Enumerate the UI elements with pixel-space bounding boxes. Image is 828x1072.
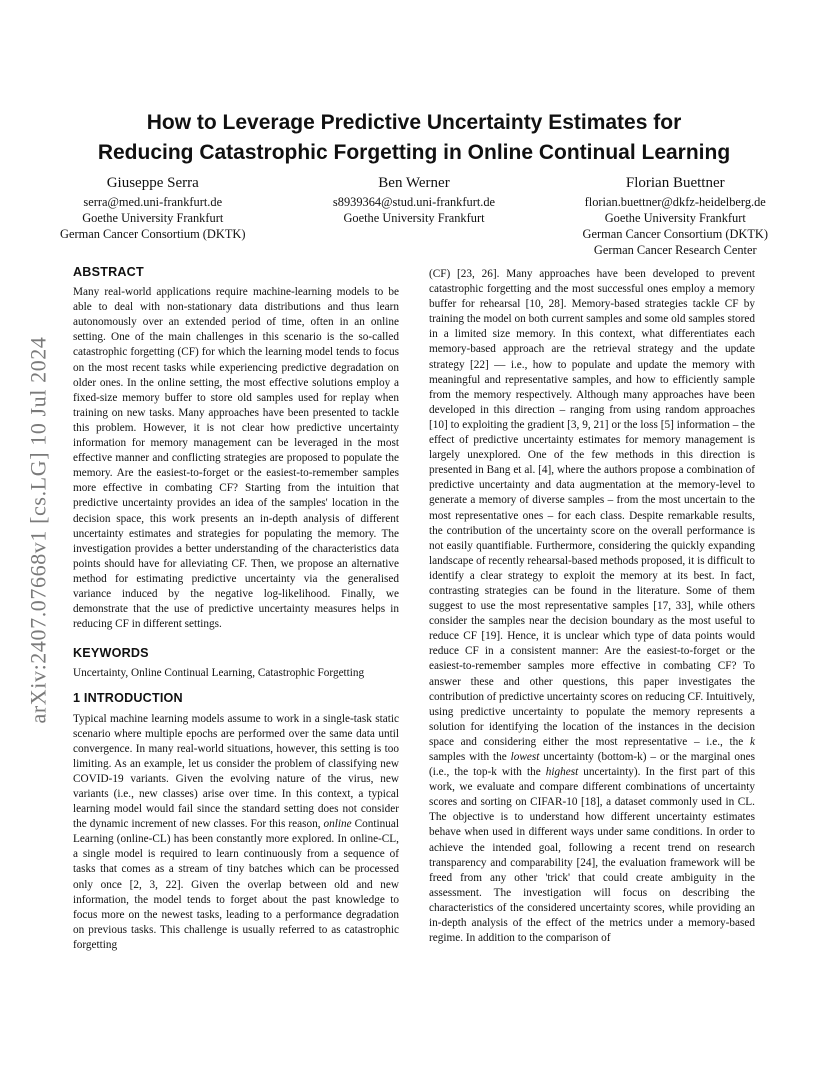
title-line-2: Reducing Catastrophic Forgetting in Online Continual Learning: [97, 141, 731, 164]
intro-text-part-2: Continual Learning (online-CL) has been constantly more explored. In online-CL, a single model is required to learn continuously from a sequence of tasks that comes as a stream of tiny batches which can be processed only once [2, 3, 22]. Given the overlap between old and new information, the model tends to forget about the past knowledge to focus more on the newest tasks, leading to a performance degradation on previous tasks. This challenge is usually referred to as catastrophic forgetting: [73, 818, 399, 951]
author-2-email: s8939364@stud.uni-frankfurt.de: [332, 195, 496, 209]
paper-title: [60, 108, 768, 168]
right-column: [429, 267, 755, 946]
title-line-1: How to Leverage Predictive Uncertainty Estimates for: [146, 111, 682, 134]
right-emphasis-lowest: lowest: [510, 751, 540, 763]
author-1-affiliation-1: Goethe University Frankfurt: [82, 211, 224, 225]
right-emphasis-highest: highest: [545, 766, 579, 779]
author-1-name: Giuseppe Serra: [106, 175, 199, 191]
abstract-text: Many real-world applications require machine-learning models to be able to deal with non-stationary data distributions and thus learn autonomously over an extended period of time, often in an online setting. One of the main challenges in this scenario is the so-called catastrophic forgetting (CF) for which the learning model tends to focus on the most recent tasks while experiencing predictive degradation on older ones. In the online setting, the most effective solutions employ a fixed-size memory buffer to store old samples used for replay when training on new tasks. Many approaches have been presented to tackle this problem. However, it is not clear how predictive uncertainty information for memory management can be leveraged in the most effective manner and conflicting strategies are proposed to populate the memory. Are the easiest-to-forget or the easiest-to-remember samples more effective in combating CF? Starting from the intuition that predictive uncertainty provides an idea of the samples' location in the decision space, this work presents an in-depth analysis of different uncertainty estimates and strategies for populating the memory. The investigation provides a better understanding of the characteristics data points should have for alleviating CF. Then, we propose an alternative method for estimating predictive uncertainty via the generalised variance induced by the negative log-likelihood. Finally, we demonstrate that the use of predictive uncertainty measures helps in reducing CF in different settings.: [73, 286, 399, 631]
author-3: [583, 174, 768, 258]
author-1-email: serra@med.uni-frankfurt.de: [83, 195, 223, 209]
author-block: [60, 174, 768, 258]
right-text-part-4: uncertainty). In the first part of this work, we evaluate and compare different combinations of uncertainty scores and sorting on CIFAR-10 [18], a dataset commonly used in CL. The objective is to understand how different uncertainty estimates behave when used in different ways under same conditions. In order to achieve the intended goal, following a recent trend on research transparency and comparability [24], the evaluation framework will be freed from any other 'trick' that could create ambiguity in the assessment. The investigation will focus on describing the characteristics of the considered uncertainty scores, while providing an in-depth analysis of the effect of the metrics under a memory-based regime. In addition to the comparison of: [429, 766, 756, 945]
author-2-affiliation-1: Goethe University Frankfurt: [343, 211, 485, 225]
left-column: [73, 265, 399, 953]
keywords-heading: KEYWORDS: [73, 646, 149, 661]
author-1-affiliation-2: German Cancer Consortium (DKTK): [60, 227, 246, 241]
keywords-text: Uncertainty, Online Continual Learning, Catastrophic Forgetting: [73, 667, 365, 680]
author-3-affiliation-2: German Cancer Consortium (DKTK): [582, 227, 768, 241]
author-1: [60, 174, 245, 258]
right-text-part-3: uncertainty (bottom-k) – or the marginal ones (i.e., the top-k with the: [429, 751, 755, 779]
abstract-heading: ABSTRACT: [73, 265, 144, 279]
intro-text-part-1: Typical machine learning models assume to work in a single-task static scenario where multiple epochs are performed over the same data until convergence. In many real-world situations, however, this setting is too limiting. As an example, let us consider the problem of classifying new COVID-19 variants. Given the evolving nature of the virus, new variants (i.e., new classes) arise over time. In this context, a typical learning model would fail since the standard setting does not consider the dynamic increment of new classes. For this reason,: [73, 712, 399, 831]
author-3-email: florian.buettner@dkfz-heidelberg.de: [584, 195, 766, 209]
right-text-part-2: samples with the: [429, 751, 511, 763]
author-2: [333, 174, 495, 258]
introduction-paragraph: [73, 712, 399, 954]
right-text-part-1: (CF) [23, 26]. Many approaches have been developed to prevent catastrophic forgetting and the most successful ones employ a memory buffer for rehearsal [10, 28]. Memory-based strategies tackle CF by training the model on both current samples and some old samples stored in a limited size memory. In this context, what differentiates each memory-based approach are the retrieval strategy and the update strategy [22] — i.e., how to populate and update the memory with meaningful and representative samples, and how to efficiently sample from the memory respectively. Although many approaches have been developed in this direction – ranging from using random approaches [10] to exploiting the gradient [3, 9, 21] or the loss [5] information – the effect of predictive uncertainty estimates for memory management is largely unexplored. One of the few methods in this direction is presented in Bang et al. [4], where the authors propose a combination of predictive uncertainty and data augmentation at the memory-level to generate a memory of diverse samples – from the most uncertain to the most representative ones – for each class. Despite remarkable results, the contribution of the uncertainty score on the overall performance is not easily quantifiable. Furthermore, considering the quickly expanding landscape of recently rehearsal-based methods proposed, it is difficult to identify a clear strategy to exploit the memory at its best. In fact, contrasting strategies can be found in the literature. Some of them suggest to use the most representative samples [17, 33], while others consider the samples near the decision boundary as the most useful to reduce CF [19]. Hence, it is unclear which type of data points would reduce CF in a consistent manner: Are the easiest-to-forget or the easiest-to-remember samples more effective in combating CF? To answer these and other questions, this paper investigates the contribution of predictive uncertainty scores on reducing CF. Intuitively, using predictive uncertainty to populate the memory represents a solution for identifying the location of the instances in the decision space and considering either the most representative – i.e., the: [429, 268, 755, 748]
right-emphasis-k: k: [750, 735, 755, 748]
author-2-name: Ben Werner: [378, 175, 450, 191]
author-3-name: Florian Buettner: [625, 175, 725, 191]
author-3-affiliation-1: Goethe University Frankfurt: [604, 211, 746, 225]
right-column-paragraph: [429, 267, 755, 946]
introduction-heading: 1 INTRODUCTION: [73, 691, 183, 706]
arxiv-identifier: [22, 295, 54, 765]
author-3-affiliation-3: German Cancer Research Center: [593, 243, 757, 257]
arxiv-identifier-text: arXiv:2407.07668v1 [cs.LG] 10 Jul 2024: [25, 336, 51, 724]
intro-emphasis-online: online: [323, 818, 352, 831]
